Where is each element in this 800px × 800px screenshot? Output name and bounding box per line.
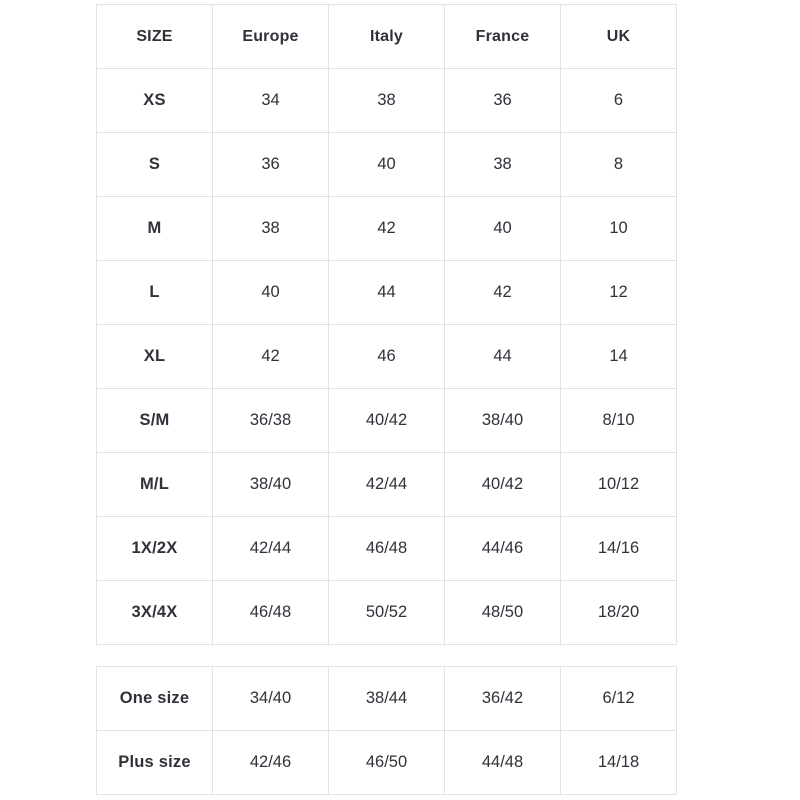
cell-france: 38 [445, 133, 561, 197]
column-header-italy: Italy [329, 5, 445, 69]
cell-italy: 44 [329, 261, 445, 325]
row-label: S [97, 133, 213, 197]
cell-france: 44 [445, 325, 561, 389]
table-row [97, 581, 677, 645]
row-label: S/M [97, 389, 213, 453]
cell-europe: 42/44 [213, 517, 329, 581]
row-label: M [97, 197, 213, 261]
cell-europe: 34/40 [213, 667, 329, 731]
table-row [97, 325, 677, 389]
column-header-size: SIZE [97, 5, 213, 69]
table-row [97, 517, 677, 581]
column-header-uk: UK [561, 5, 677, 69]
secondary-size-table-body [97, 667, 677, 795]
table-row [97, 197, 677, 261]
table-row [97, 261, 677, 325]
main-size-table [96, 4, 677, 645]
column-header-europe: Europe [213, 5, 329, 69]
cell-france: 40/42 [445, 453, 561, 517]
row-label: 1X/2X [97, 517, 213, 581]
table-row [97, 453, 677, 517]
cell-france: 36 [445, 69, 561, 133]
cell-uk: 8 [561, 133, 677, 197]
table-row [97, 731, 677, 795]
cell-italy: 40/42 [329, 389, 445, 453]
table-row [97, 389, 677, 453]
table-row [97, 667, 677, 731]
cell-europe: 42 [213, 325, 329, 389]
cell-uk: 12 [561, 261, 677, 325]
cell-italy: 42 [329, 197, 445, 261]
main-size-table-head [97, 5, 677, 69]
cell-europe: 40 [213, 261, 329, 325]
cell-europe: 36 [213, 133, 329, 197]
cell-uk: 14/16 [561, 517, 677, 581]
cell-europe: 38 [213, 197, 329, 261]
cell-italy: 50/52 [329, 581, 445, 645]
main-size-table-body [97, 69, 677, 645]
cell-france: 44/46 [445, 517, 561, 581]
cell-uk: 14 [561, 325, 677, 389]
cell-france: 42 [445, 261, 561, 325]
cell-europe: 36/38 [213, 389, 329, 453]
cell-uk: 6 [561, 69, 677, 133]
cell-italy: 42/44 [329, 453, 445, 517]
cell-france: 36/42 [445, 667, 561, 731]
secondary-size-table-container [96, 666, 676, 795]
table-row [97, 69, 677, 133]
cell-italy: 40 [329, 133, 445, 197]
row-label: L [97, 261, 213, 325]
cell-italy: 46/50 [329, 731, 445, 795]
row-label: Plus size [97, 731, 213, 795]
cell-uk: 10 [561, 197, 677, 261]
cell-europe: 46/48 [213, 581, 329, 645]
cell-uk: 6/12 [561, 667, 677, 731]
cell-europe: 34 [213, 69, 329, 133]
cell-uk: 14/18 [561, 731, 677, 795]
cell-italy: 38/44 [329, 667, 445, 731]
cell-italy: 46 [329, 325, 445, 389]
cell-uk: 18/20 [561, 581, 677, 645]
row-label: XL [97, 325, 213, 389]
cell-uk: 10/12 [561, 453, 677, 517]
secondary-size-table [96, 666, 677, 795]
cell-europe: 38/40 [213, 453, 329, 517]
cell-france: 38/40 [445, 389, 561, 453]
cell-europe: 42/46 [213, 731, 329, 795]
row-label: M/L [97, 453, 213, 517]
cell-france: 40 [445, 197, 561, 261]
row-label: XS [97, 69, 213, 133]
row-label: One size [97, 667, 213, 731]
table-header-row [97, 5, 677, 69]
cell-france: 48/50 [445, 581, 561, 645]
main-size-table-container [96, 4, 676, 645]
cell-italy: 38 [329, 69, 445, 133]
cell-france: 44/48 [445, 731, 561, 795]
table-row [97, 133, 677, 197]
cell-italy: 46/48 [329, 517, 445, 581]
column-header-france: France [445, 5, 561, 69]
cell-uk: 8/10 [561, 389, 677, 453]
row-label: 3X/4X [97, 581, 213, 645]
